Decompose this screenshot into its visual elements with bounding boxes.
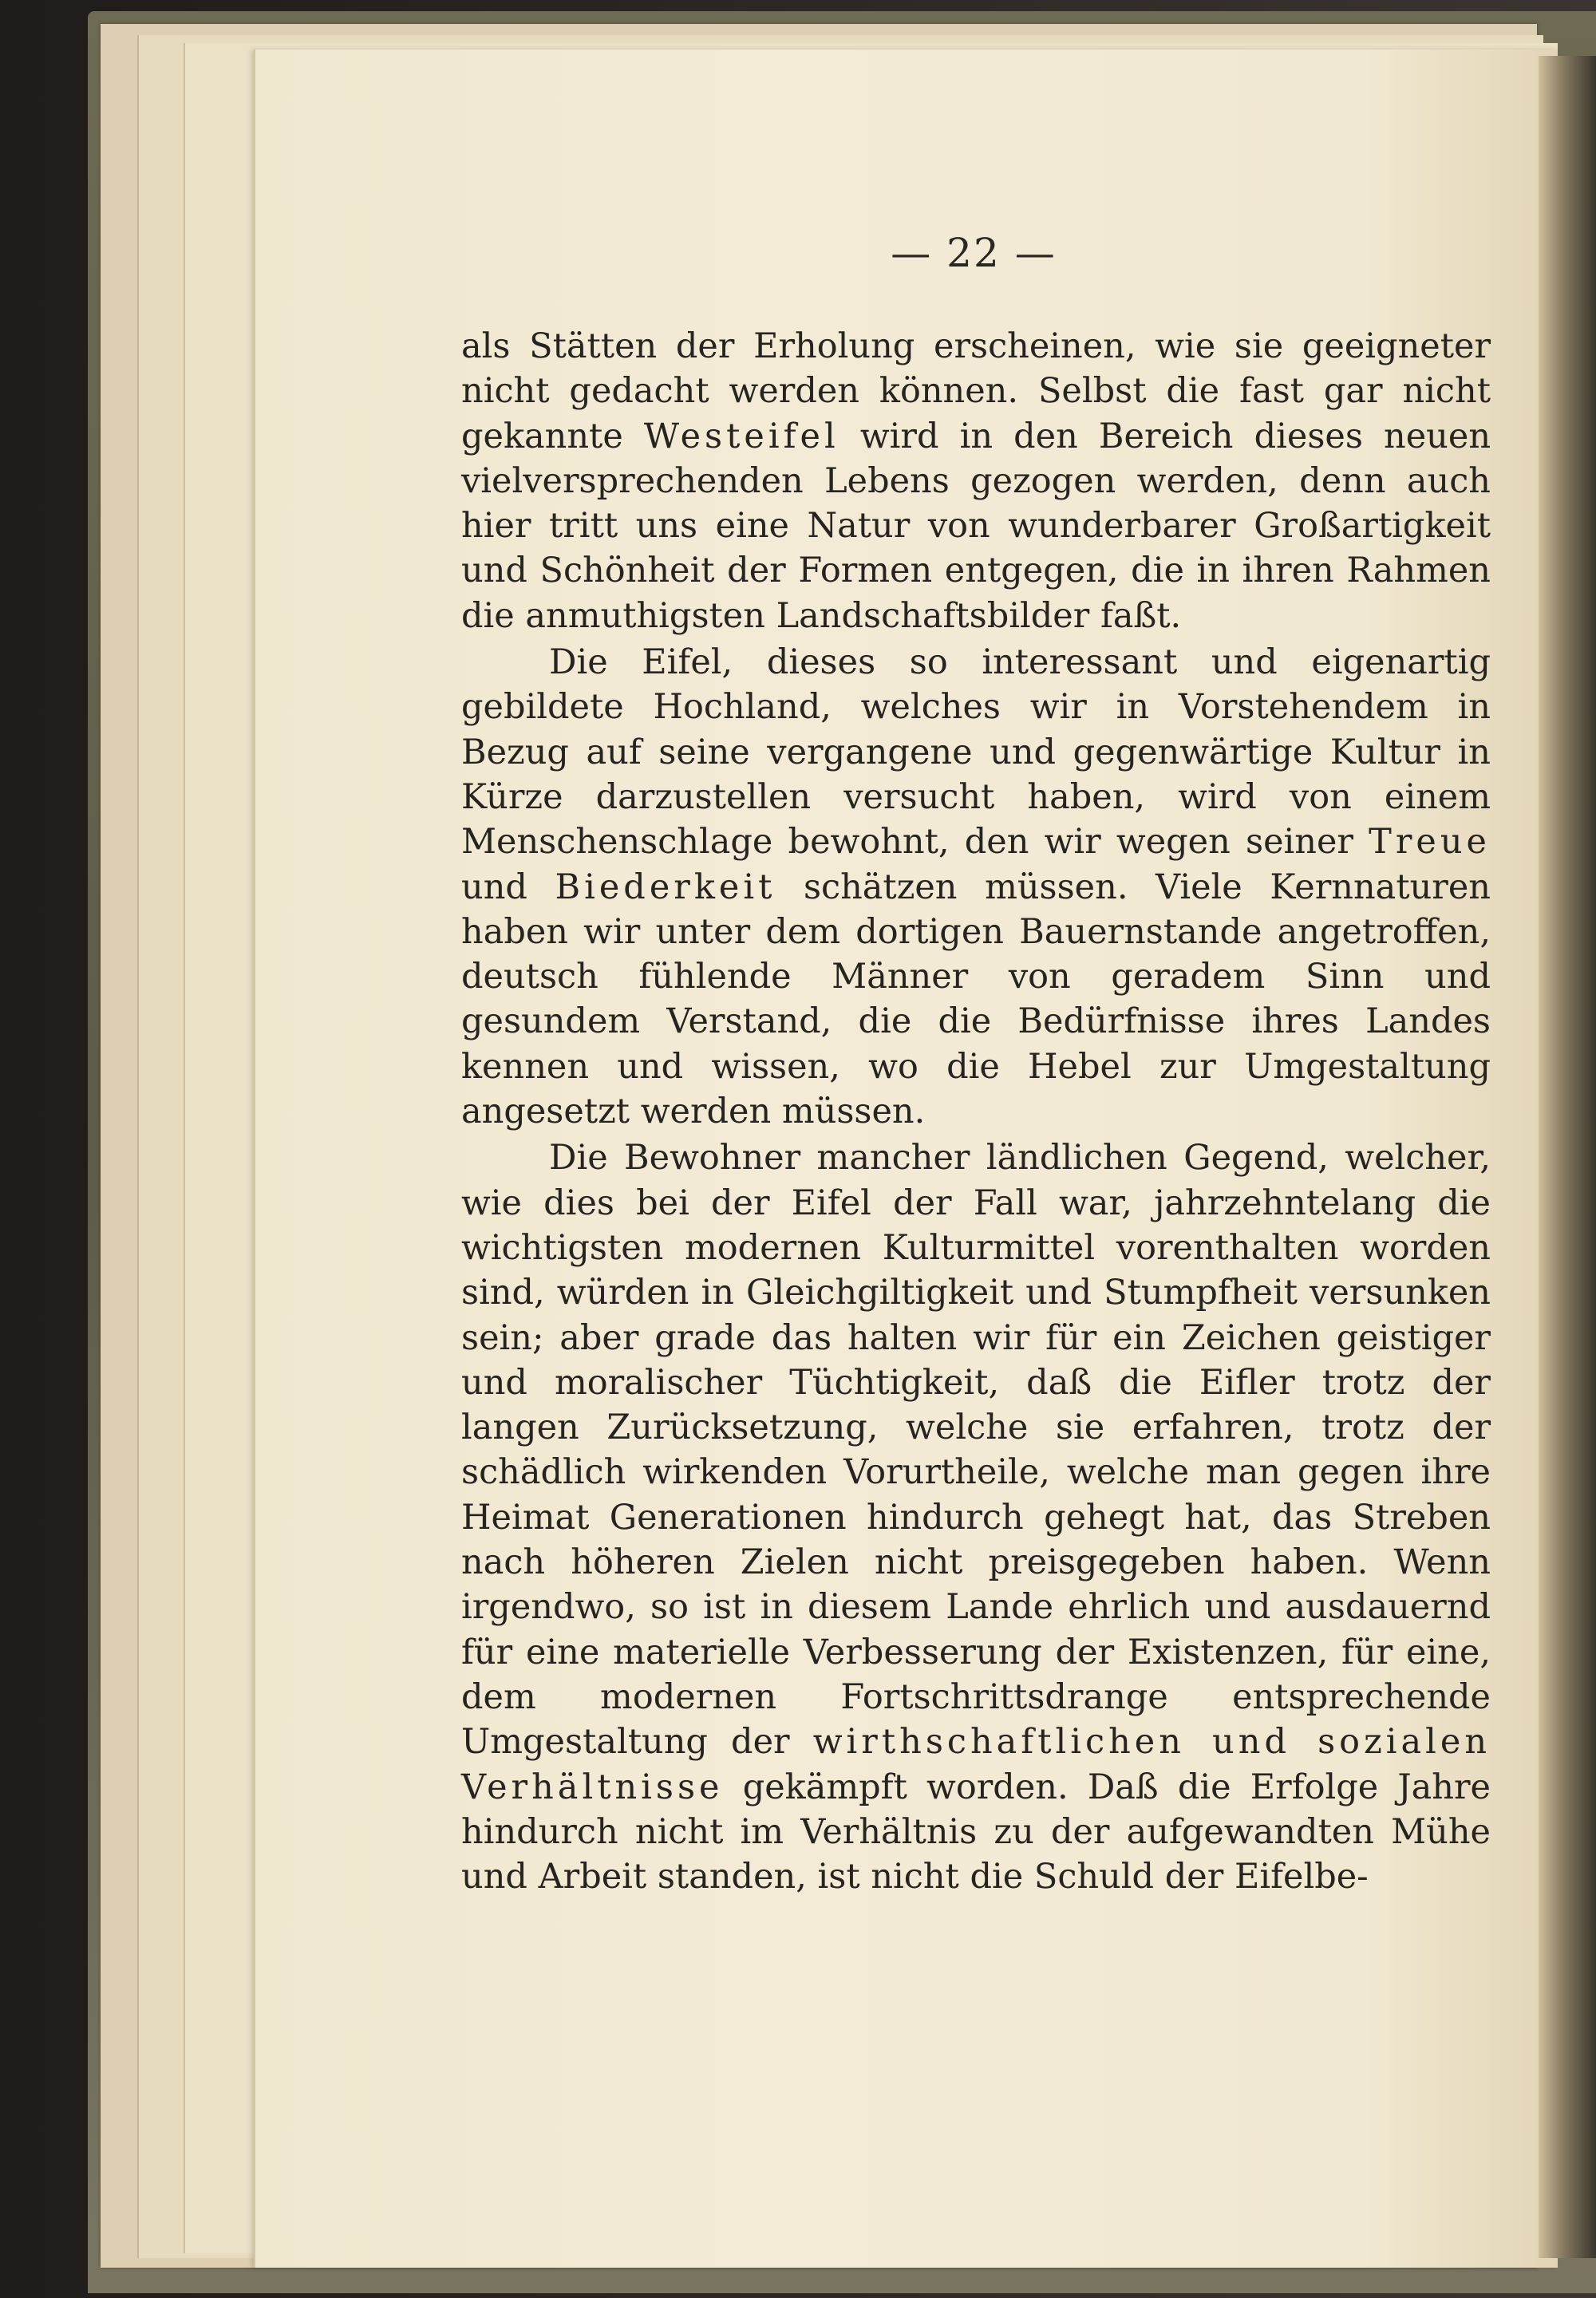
paragraph-2 [461, 640, 1491, 1134]
text-run: gekämpft worden. Daß die Erfolge Jahre hindurch nicht im Verhältnis zu der aufgewandten Mühe und Arbeit standen, ist nicht die Schuld der Eifelbe- [461, 1767, 1491, 1897]
text-run: als Stätten der Erholung erscheinen, wie sie geeigneter nicht gedacht werden können. Selbst die fast gar nicht gekannte [461, 326, 1491, 456]
body-text [461, 324, 1491, 1899]
page-edge [1539, 56, 1596, 2258]
page-number: — 22 — [891, 230, 1057, 276]
paragraph-1 [461, 324, 1491, 638]
emphasized-text: wirthschaftlichen und sozialen Verhältnisse [461, 1722, 1491, 1807]
text-run: wird in den Bereich dieses neuen vielversprechenden Lebens gezogen werden, denn auch hier tritt uns eine Natur von wunderbarer Großartigkeit und Schönheit der Formen entgegen, die in ihren Rahmen die anmuthigsten Landschaftsbilder faßt. [461, 416, 1491, 636]
paragraph-3 [461, 1135, 1491, 1899]
emphasized-text: Biederkeit [555, 867, 776, 907]
text-run: und [461, 867, 555, 907]
text-run: Die Eifel, dieses so interessant und eigenartig gebildete Hochland, welches wir in Vorstehendem in Bezug auf seine vergangene und gegenwärtige Kultur in Kürze darzustellen versucht haben, wird von einem Menschenschlage bewohnt, den wir wegen seiner [461, 642, 1491, 863]
text-run: Die Bewohner mancher ländlichen Gegend, welcher, wie dies bei der Eifel der Fall war, jahrzehntelang die wichtigsten modernen Kulturmittel vorenthalten worden sind, würden in Gleichgiltigkeit und Stumpfheit versunken sein; aber grade das halten wir für ein Zeichen geistiger und moralischer Tüchtigkeit, daß die Eifler trotz der langen Zurücksetzung, welche sie erfahren, trotz der schädlich wirkenden Vorurtheile, welche man gegen ihre Heimat Generationen hindurch gehegt hat, das Streben nach höheren Zielen nicht preisgegeben haben. Wenn irgendwo, so ist in diesem Lande ehrlich und ausdauernd für eine materielle Verbesserung der Existenzen, für eine, dem modernen Fortschrittsdrange entsprechende Umgestaltung der [461, 1138, 1491, 1763]
emphasized-text: Treue [1369, 822, 1491, 863]
emphasized-text: Westeifel [643, 416, 839, 456]
text-run: schätzen müssen. Viele Kernnaturen haben wir unter dem dortigen Bauernstande angetroffen, deutsch fühlende Männer von geradem Sinn und gesundem Verstand, die die Bedürfnisse ihres Landes kennen und wissen, wo die Hebel zur Umgestaltung angesetzt werden müssen. [461, 867, 1491, 1132]
